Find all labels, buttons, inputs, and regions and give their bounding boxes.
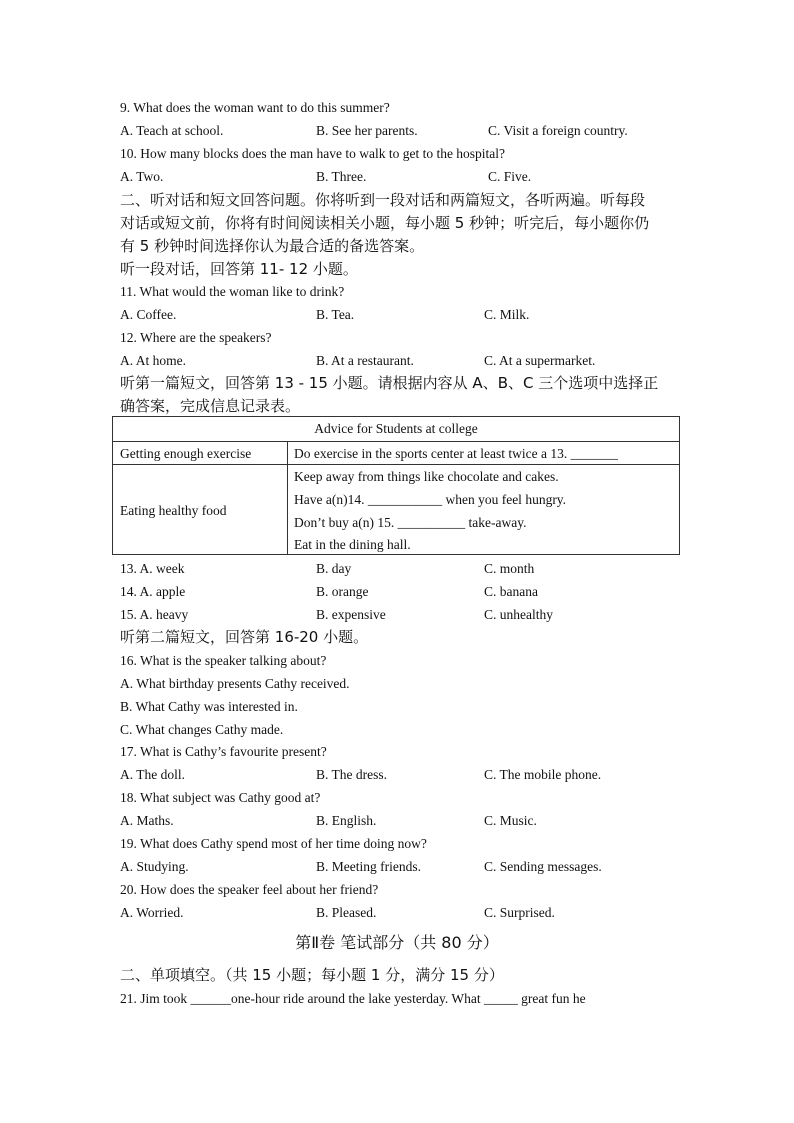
q17-option-c: C. The mobile phone. bbox=[484, 767, 602, 782]
q11-option-c: C. Milk. bbox=[484, 307, 530, 322]
row2-line1: Keep away from things like chocolate and cakes. bbox=[294, 469, 559, 484]
q20-option-c: C. Surprised. bbox=[484, 905, 555, 920]
q19-option-c: C. Sending messages. bbox=[484, 859, 602, 874]
question-9: 9. What does the woman want to do this summer? bbox=[120, 100, 390, 115]
passage1-instruction-line2: 确答案，完成信息记录表。 bbox=[120, 397, 301, 415]
q10-option-a: A. Two. bbox=[120, 169, 164, 184]
q14-option-b: B. orange bbox=[316, 584, 369, 599]
row1-text: Do exercise in the sports center at least twice a 13. _______ bbox=[294, 446, 618, 461]
question-12: 12. Where are the speakers? bbox=[120, 330, 272, 345]
q15-option-c: C. unhealthy bbox=[484, 607, 553, 622]
table-column-divider bbox=[287, 441, 288, 554]
question-10: 10. How many blocks does the man have to walk to get to the hospital? bbox=[120, 146, 506, 161]
q17-option-a: A. The doll. bbox=[120, 767, 185, 782]
section2-instruction-line1: 二、听对话和短文回答问题。你将听到一段对话和两篇短文，各听两遍。听每段 bbox=[120, 191, 646, 209]
question-16: 16. What is the speaker talking about? bbox=[120, 653, 327, 668]
q12-option-c: C. At a supermarket. bbox=[484, 353, 596, 368]
part2-heading: 第Ⅱ卷 笔试部分（共 80 分） bbox=[295, 933, 499, 952]
q9-option-c: C. Visit a foreign country. bbox=[488, 123, 628, 138]
question-21: 21. Jim took ______one-hour ride around the lake yesterday. What _____ great fun he bbox=[120, 991, 586, 1006]
q16-option-c: C. What changes Cathy made. bbox=[120, 722, 284, 737]
passage2-instruction: 听第二篇短文，回答第 16-20 小题。 bbox=[120, 628, 369, 646]
table-row-eating bbox=[113, 464, 679, 555]
q13-option-a: 13. A. week bbox=[120, 561, 185, 576]
q17-option-b: B. The dress. bbox=[316, 767, 387, 782]
q13-option-b: B. day bbox=[316, 561, 352, 576]
row2-line4: Eat in the dining hall. bbox=[294, 537, 411, 552]
passage1-instruction-line1: 听第一篇短文，回答第 13 - 15 小题。请根据内容从 A、B、C 三个选项中选择正 bbox=[120, 374, 659, 392]
row1-label: Getting enough exercise bbox=[120, 446, 252, 461]
q14-option-a: 14. A. apple bbox=[120, 584, 186, 599]
q9-option-a: A. Teach at school. bbox=[120, 123, 224, 138]
table-title: Advice for Students at college bbox=[314, 421, 478, 436]
q12-option-b: B. At a restaurant. bbox=[316, 353, 414, 368]
section2-instruction-line3: 有 5 秒钟时间选择你认为最合适的备选答案。 bbox=[120, 237, 425, 255]
table-row-exercise bbox=[113, 441, 679, 465]
question-19: 19. What does Cathy spend most of her time doing now? bbox=[120, 836, 427, 851]
q16-option-a: A. What birthday presents Cathy received. bbox=[120, 676, 350, 691]
q15-option-a: 15. A. heavy bbox=[120, 607, 189, 622]
q19-option-b: B. Meeting friends. bbox=[316, 859, 421, 874]
q18-option-c: C. Music. bbox=[484, 813, 537, 828]
dialog-instruction: 听一段对话，回答第 11- 12 小题。 bbox=[120, 260, 358, 278]
q14-option-c: C. banana bbox=[484, 584, 538, 599]
section2-instruction-line2: 对话或短文前，你将有时间阅读相关小题，每小题 5 秒钟；听完后，每小题你仍 bbox=[120, 214, 650, 232]
q10-option-c: C. Five. bbox=[488, 169, 532, 184]
advice-table bbox=[112, 416, 680, 555]
q18-option-a: A. Maths. bbox=[120, 813, 174, 828]
q15-option-b: B. expensive bbox=[316, 607, 386, 622]
q20-option-a: A. Worried. bbox=[120, 905, 184, 920]
q12-option-a: A. At home. bbox=[120, 353, 186, 368]
row2-line3: Don’t buy a(n) 15. __________ take-away. bbox=[294, 515, 527, 530]
row2-label: Eating healthy food bbox=[120, 503, 227, 518]
q11-option-a: A. Coffee. bbox=[120, 307, 177, 322]
single-choice-section-title: 二、单项填空。（共 15 小题；每小题 1 分，满分 15 分） bbox=[120, 966, 504, 984]
q19-option-a: A. Studying. bbox=[120, 859, 189, 874]
question-20: 20. How does the speaker feel about her friend? bbox=[120, 882, 379, 897]
q9-option-b: B. See her parents. bbox=[316, 123, 418, 138]
q16-option-b: B. What Cathy was interested in. bbox=[120, 699, 298, 714]
q18-option-b: B. English. bbox=[316, 813, 377, 828]
question-17: 17. What is Cathy’s favourite present? bbox=[120, 744, 327, 759]
q11-option-b: B. Tea. bbox=[316, 307, 355, 322]
question-18: 18. What subject was Cathy good at? bbox=[120, 790, 321, 805]
q13-option-c: C. month bbox=[484, 561, 535, 576]
q10-option-b: B. Three. bbox=[316, 169, 367, 184]
question-11: 11. What would the woman like to drink? bbox=[120, 284, 345, 299]
row2-line2: Have a(n)14. ___________ when you feel hungry. bbox=[294, 492, 567, 507]
q20-option-b: B. Pleased. bbox=[316, 905, 377, 920]
